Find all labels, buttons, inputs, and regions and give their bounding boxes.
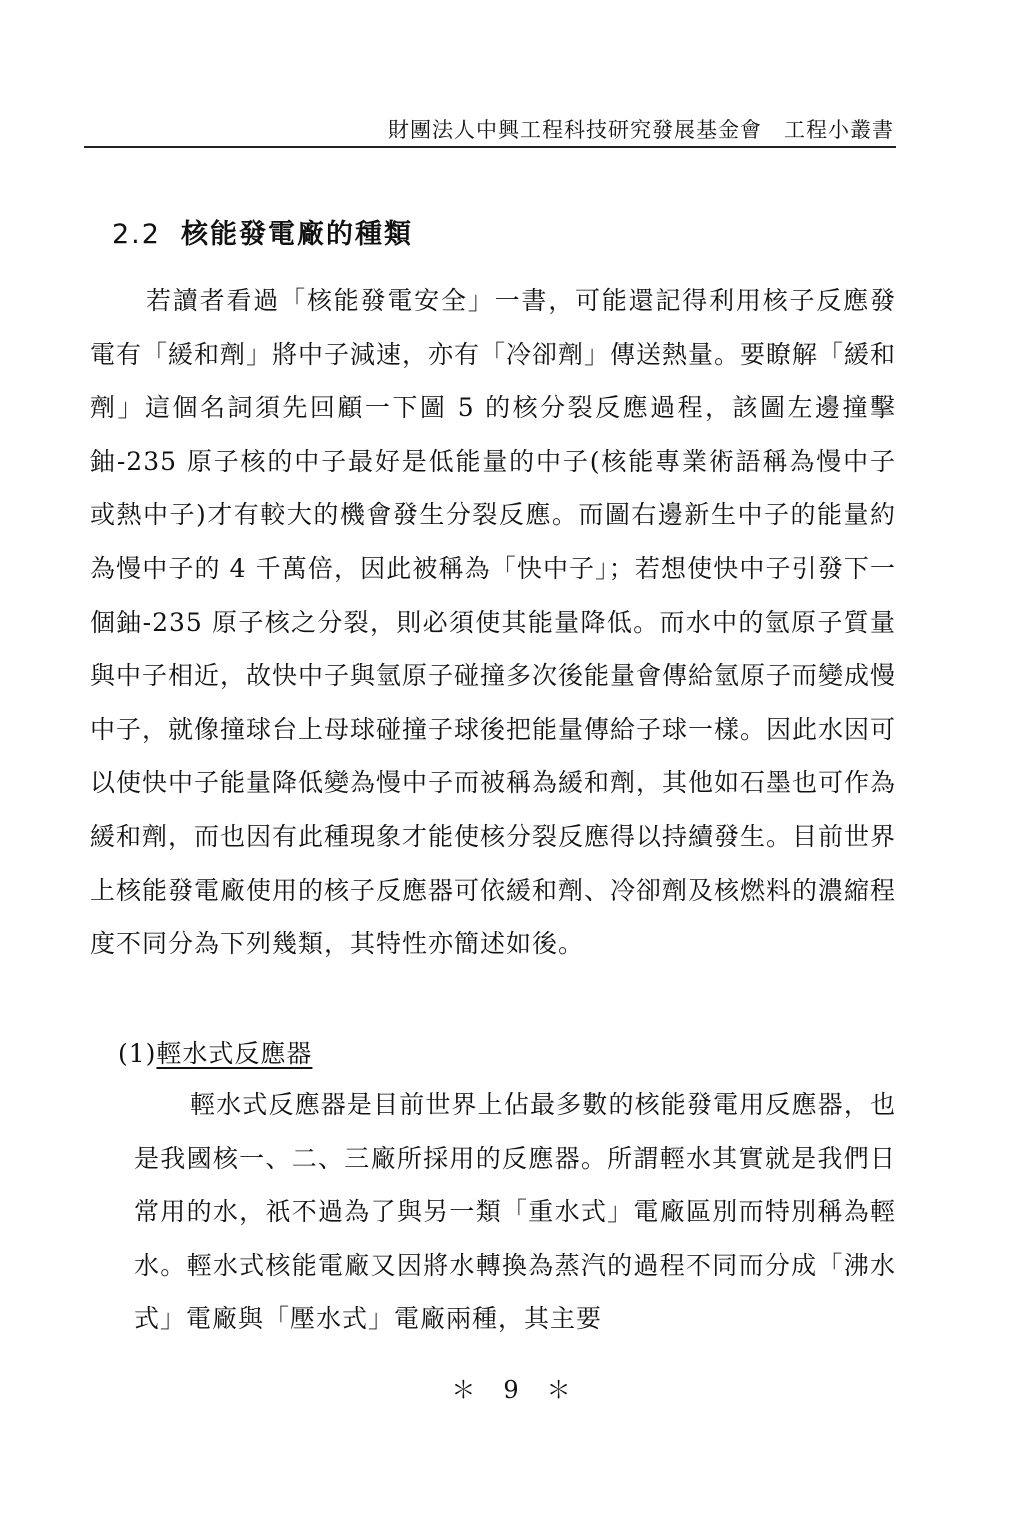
subsection-number: (1) — [118, 1039, 157, 1068]
subsection-title: 輕水式反應器 — [156, 1039, 313, 1068]
header-text: 財團法人中興工程科技研究發展基金會 工程小叢書 — [388, 118, 894, 142]
body-paragraph-2: 輕水式反應器是目前世界上佔最多數的核能發電用反應器，也是我國核一、二、三廠所採用的反應器。所謂輕水其實就是我們日常用的水，祇不過為了與另一類「重水式」電廠區別而特別稱為輕水。輕水式核能電廠又因將水轉換為蒸汽的過程不同而分成「沸水式」電廠與「壓水式」電廠兩種，其主要 — [134, 1090, 896, 1334]
section-title: 核能發電廠的種類 — [180, 219, 413, 250]
section-heading — [112, 212, 413, 251]
body-paragraph-1: 若讀者看過「核能發電安全」一書，可能還記得利用核子反應發電有「緩和劑」將中子減速，亦有「冷卻劑」傳送熱量。要瞭解「緩和劑」這個名詞須先回顧一下圖 5 的核分裂反應過程，該圖左邊撞擊鈾-235 原子核的中子最好是低能量的中子(核能專業術語稱為慢中子或熱中子)才有較大的機會發生分裂反應。而圖右邊新生中子的能量約為慢中子的 4 千萬倍，因此被稱為「快中子」；若想使快中子引發下一個鈾-235 原子核之分裂，則必須使其能量降低。而水中的氫原子質量與中子相近，故快中子與氫原子碰撞多次後能量會傳給氫原子而變成慢中子，就像撞球台上母球碰撞子球後把能量傳給子球一樣。因此水因可以使快中子能量降低變為慢中子而被稱為緩和劑，其他如石墨也可作為緩和劑，而也因有此種現象才能使核分裂反應得以持續發生。目前世界上核能發電廠使用的核子反應器可依緩和劑、冷卻劑及核燃料的濃縮程度不同分為下列幾類，其特性亦簡述如後。 — [90, 286, 897, 959]
page-number: ＊ 9 ＊ — [451, 1376, 573, 1404]
subsection-heading — [118, 1034, 312, 1070]
running-header — [84, 108, 896, 148]
section-number: 2.2 — [112, 219, 161, 250]
